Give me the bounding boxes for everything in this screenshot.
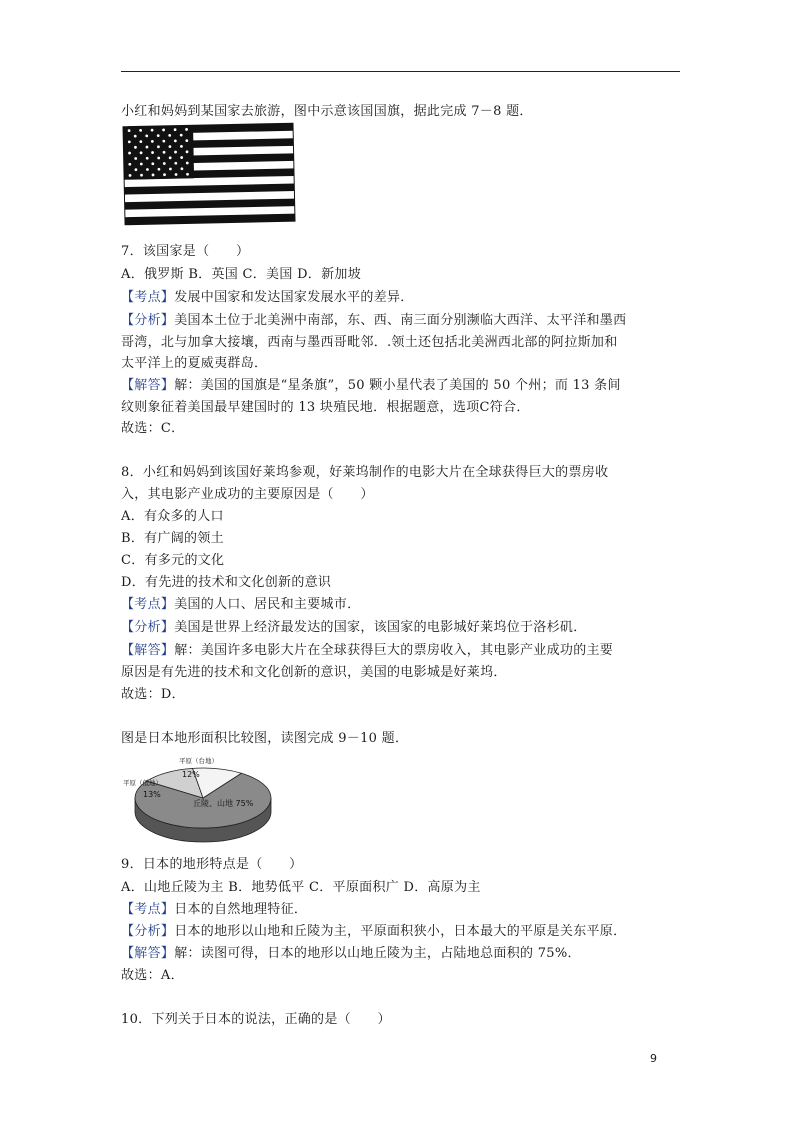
kaodian-text: 美国的人口、居民和主要城市．: [174, 597, 361, 612]
q8-kaodian: [121, 597, 360, 613]
jieda-text: 解：美国的国旗是“星条旗”，50 颗小星代表了美国的 50 个州；而 13 条间: [174, 378, 621, 393]
pie-label-mountain: 丘陵、山地 75%: [193, 799, 254, 808]
pie-label-platform-pct: 12%: [182, 770, 200, 779]
intro-9-10: 图是日本地形面积比较图，读图完成 9－10 题．: [121, 731, 409, 746]
q8-opt-a: A．有众多的人口: [121, 509, 224, 524]
q7-stem: 7．该国家是（ ）: [121, 244, 250, 259]
fenxi-text: 美国本土位于北美洲中南部，东、西、南三面分别濒临大西洋、太平洋和墨西: [174, 313, 627, 328]
q9-options: A．山地丘陵为主 B．地势低平 C．平原面积广 D．高原为主: [121, 880, 481, 895]
jieda-text: 解：美国许多电影大片在全球获得巨大的票房收入，其电影产业成功的主要: [174, 643, 614, 658]
q8-opt-d: D．有先进的技术和文化创新的意识: [121, 575, 332, 590]
q7-fenxi-1: [121, 313, 626, 329]
q7-fenxi-2: 哥湾，北与加拿大接壤，西南与墨西哥毗邻．.领土还包括北美洲西北部的阿拉斯加和: [121, 335, 618, 350]
japan-terrain-pie-chart: [121, 752, 281, 844]
fenxi-tag: 【分析】: [121, 620, 175, 635]
kaodian-tag: 【考点】: [121, 597, 175, 612]
q7-options: A．俄罗斯 B．英国 C．美国 D．新加坡: [121, 267, 362, 282]
pie-label-plain-pct: 13%: [143, 790, 161, 799]
q8-stem-2: 入，其电影产业成功的主要原因是（ ）: [121, 487, 374, 502]
q8-opt-c: C．有多元的文化: [121, 553, 225, 568]
page-number: 9: [650, 1052, 657, 1065]
jieda-tag: 【解答】: [121, 378, 175, 393]
jieda-tag: 【解答】: [121, 643, 175, 658]
q8-jieda-1: [121, 643, 613, 659]
q8-jieda-2: 原因是有先进的技术和文化创新的意识，美国的电影城是好莱坞．: [121, 665, 507, 680]
q7-jieda-2: 纹则象征着美国最早建国时的 13 块殖民地．根据题意，选项C符合．: [121, 400, 530, 415]
kaodian-text: 日本的自然地理特征．: [174, 902, 308, 917]
fenxi-text: 日本的地形以山地和丘陵为主，平原面积狭小，日本最大的平原是关东平原．: [174, 924, 627, 939]
fenxi-tag: 【分析】: [121, 313, 175, 328]
pie-label-plain: 平原（低地）: [123, 779, 162, 787]
q8-stem-1: 8．小红和妈妈到该国好莱坞参观，好莱坞制作的电影大片在全球获得巨大的票房收: [121, 465, 609, 480]
q9-kaodian: [121, 902, 307, 918]
us-flag-image: [121, 121, 296, 226]
kaodian-tag: 【考点】: [121, 902, 175, 917]
kaodian-tag: 【考点】: [121, 290, 175, 305]
q8-answer: 故选：D．: [121, 687, 185, 702]
q8-opt-b: B．有广阔的领土: [121, 531, 224, 546]
q9-answer: 故选：A．: [121, 968, 184, 983]
q8-fenxi: [121, 620, 587, 636]
pie-label-platform: 平原（台地）: [179, 757, 218, 765]
q10-stem: 10．下列关于日本的说法，正确的是（ ）: [121, 1012, 391, 1027]
kaodian-text: 发展中国家和发达国家发展水平的差异．: [174, 290, 414, 305]
jieda-tag: 【解答】: [121, 946, 175, 961]
q7-fenxi-3: 太平洋上的夏威夷群岛．: [121, 356, 268, 371]
q9-fenxi: [121, 924, 626, 940]
q9-stem: 9．日本的地形特点是（ ）: [121, 857, 303, 872]
fenxi-tag: 【分析】: [121, 924, 175, 939]
fenxi-text: 美国是世界上经济最发达的国家，该国家的电影城好莱坞位于洛杉矶．: [174, 620, 587, 635]
jieda-text: 解：读图可得，日本的地形以山地丘陵为主，占陆地总面积的 75%．: [174, 946, 581, 961]
q7-jieda-1: [121, 378, 621, 394]
header-rule: [121, 71, 680, 72]
q7-answer: 故选：C．: [121, 421, 185, 436]
q7-kaodian: [121, 290, 414, 306]
intro-7-8: 小红和妈妈到某国家去旅游，图中示意该国国旗，据此完成 7－8 题．: [121, 104, 533, 119]
q9-jieda: [121, 946, 581, 962]
